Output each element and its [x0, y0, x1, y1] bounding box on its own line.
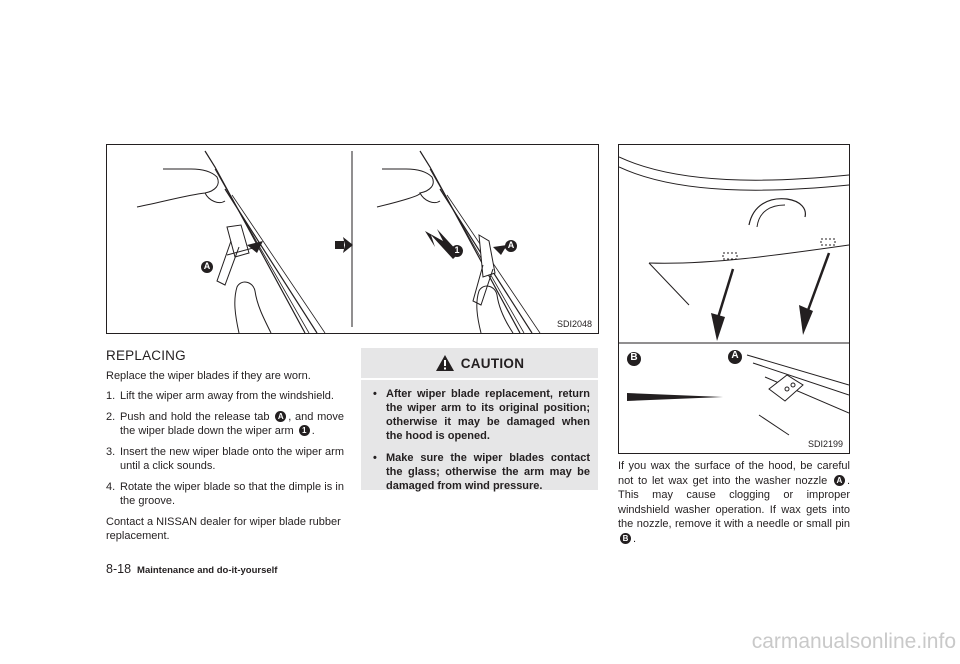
section-heading: REPLACING — [106, 348, 186, 363]
step-text-part: Push and hold the release tab — [120, 410, 270, 423]
warning-triangle-icon — [435, 354, 455, 372]
bullet: • — [373, 388, 377, 400]
caution-text: After wiper blade replacement, return the wiper arm to its original position; otherwise it may be damaged when the hood is opened. — [386, 388, 590, 442]
callout-a-left: A — [203, 261, 211, 271]
step-item — [106, 445, 344, 474]
watermark: carmanualsonline.info — [751, 630, 956, 653]
caution-title: CAUTION — [460, 355, 525, 371]
wax-note — [618, 459, 850, 546]
figure-code: SDI2048 — [556, 319, 592, 329]
ref-callout: A — [834, 475, 845, 486]
callout-a: A — [731, 350, 739, 361]
caution-header — [361, 348, 598, 380]
step-number: 1. — [106, 390, 116, 402]
replacing-section — [106, 349, 344, 550]
step-text: Insert the new wiper blade onto the wiper arm until a click sounds. — [120, 445, 344, 472]
caution-box — [361, 348, 598, 490]
step-item — [106, 410, 344, 439]
nozzle-figure — [618, 144, 850, 454]
caution-text: Make sure the wiper blades contact the glass; otherwise the arm may be damaged from wind pressure. — [386, 452, 590, 492]
caution-list — [361, 380, 598, 493]
step-text: Lift the wiper arm away from the windshield. — [120, 390, 334, 402]
step-text: Rotate the wiper blade so that the dimple is in the groove. — [120, 480, 344, 507]
figure-code: SDI2199 — [807, 439, 843, 449]
section-name: Maintenance and do-it-yourself — [137, 565, 278, 576]
step-text-part: . — [311, 425, 315, 437]
bullet: • — [373, 452, 377, 464]
ref-callout: A — [275, 411, 286, 422]
ref-callout: B — [620, 533, 631, 544]
step-item — [106, 389, 344, 404]
caution-item — [373, 387, 590, 443]
callout-b: B — [630, 352, 638, 363]
wax-text-part: . — [633, 532, 637, 545]
step-number: 3. — [106, 445, 116, 458]
step-number: 2. — [106, 410, 116, 423]
wax-text-part: . This may cause clogging or improper windshield washer operation. If wax gets into the nozzle, remove it with a needle or small pin — [618, 474, 850, 530]
intro-text: Replace the wiper blades if they are worn. — [106, 369, 311, 382]
page-number: 8-18 — [106, 562, 132, 576]
callout-a-right: A — [507, 240, 515, 250]
step-text-part: , and move the wiper blade down the wiper arm — [120, 410, 345, 437]
wax-text-part: If you wax the surface of the hood, be careful not to let wax get into the washer nozzle — [618, 460, 850, 487]
wiper-illustration — [107, 145, 598, 333]
ref-callout: 1 — [299, 425, 310, 436]
contact-text: Contact a NISSAN dealer for wiper blade rubber replacement. — [106, 515, 341, 542]
step-text — [120, 410, 344, 439]
callout-1-right: 1 — [454, 245, 460, 255]
step-item — [106, 480, 344, 509]
wiper-figure — [106, 144, 599, 334]
nozzle-illustration — [619, 145, 849, 453]
step-number: 4. — [106, 480, 116, 493]
caution-item — [373, 451, 590, 493]
page-footer — [106, 562, 277, 576]
